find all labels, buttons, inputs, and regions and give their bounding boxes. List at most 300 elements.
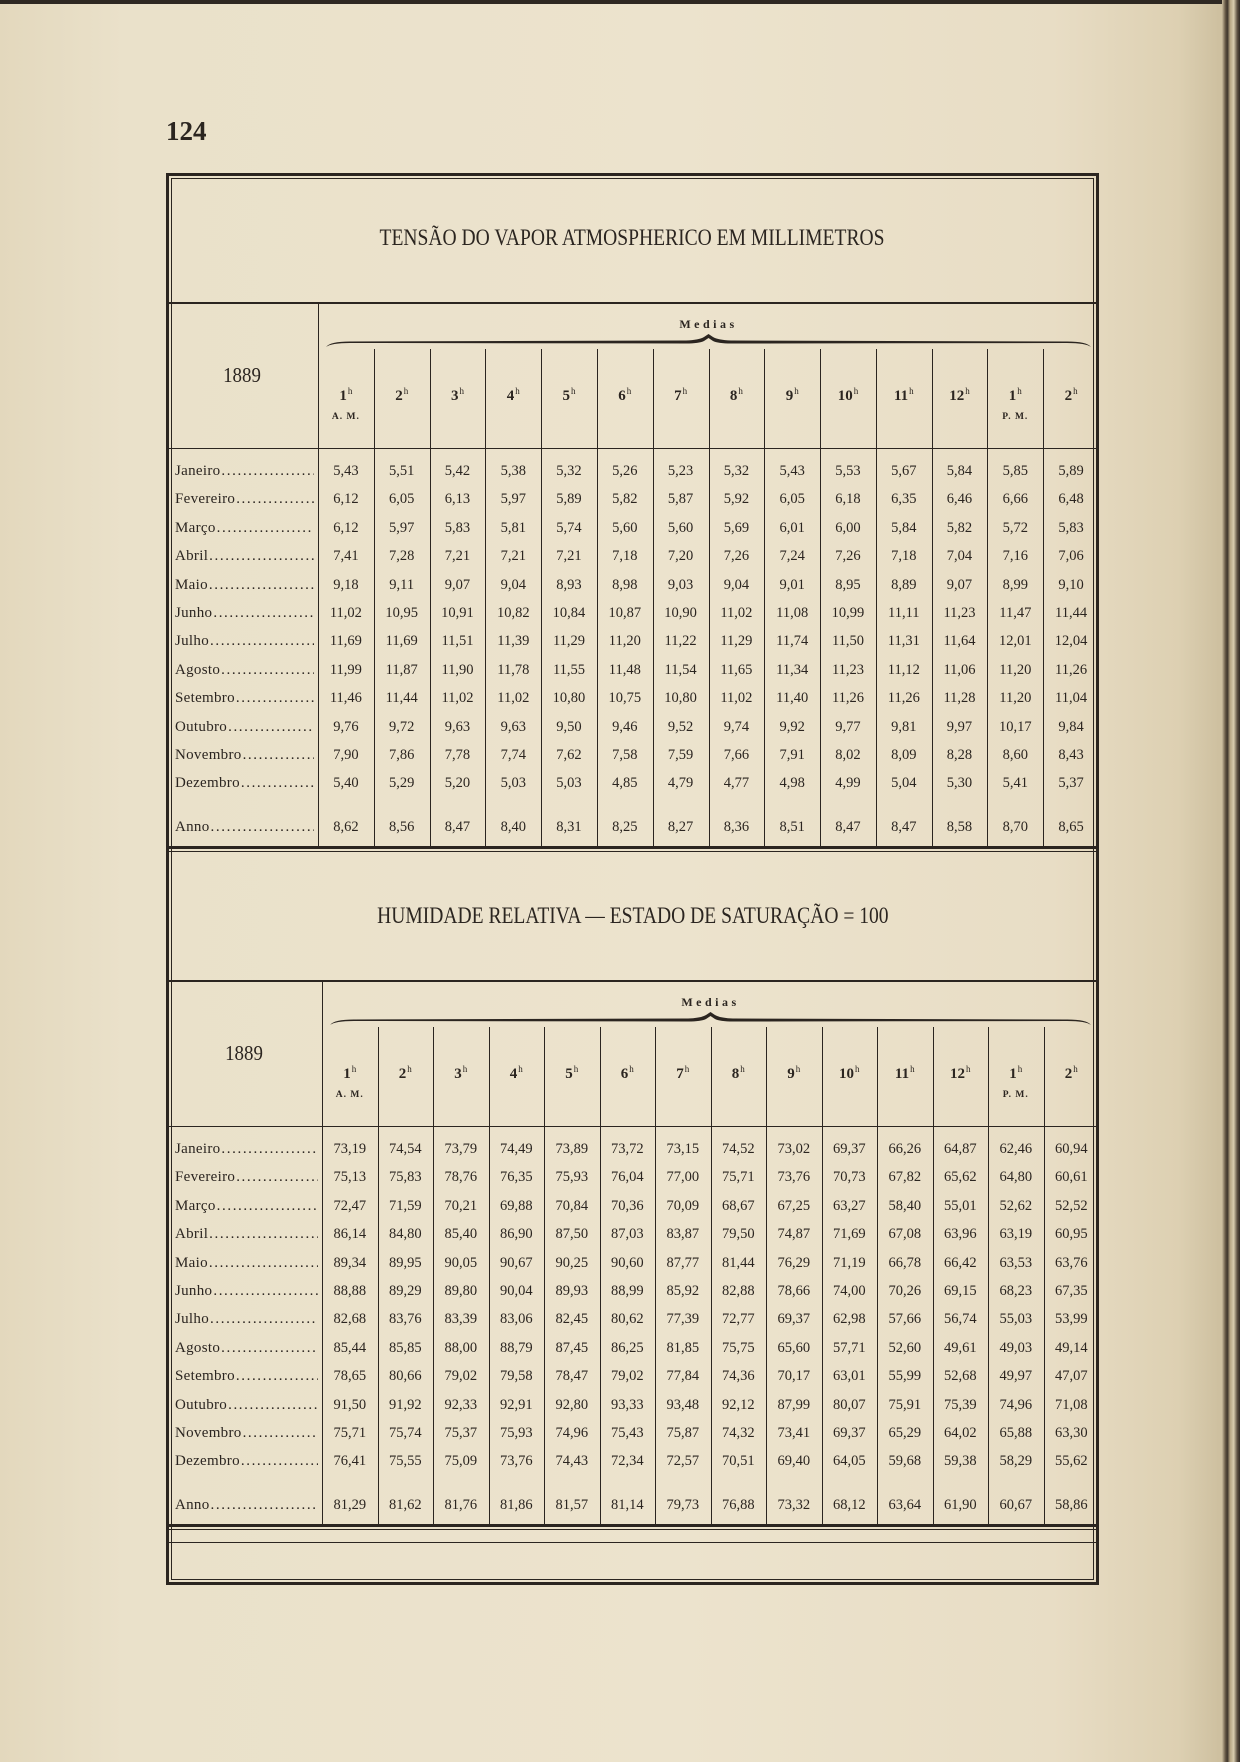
table-cell: 65,62 [943, 1169, 977, 1186]
table-cell: 69,37 [777, 1311, 811, 1328]
table-cell: 87,77 [666, 1254, 700, 1271]
table-cell: 71,19 [832, 1254, 866, 1271]
table-cell: 11,11 [888, 605, 920, 621]
row-label-text: Janeiro [175, 463, 221, 479]
table-cell: 70,73 [832, 1169, 866, 1186]
hour-period: A. M. [335, 1090, 364, 1100]
table-cell: 11,20 [999, 690, 1032, 707]
table-cell: 70,36 [610, 1197, 644, 1214]
book-top-edge [0, 0, 1240, 4]
table-cell: 9,63 [444, 718, 471, 735]
hour-header [1043, 385, 1099, 407]
hour-unit: h [347, 386, 353, 396]
row-label-text: Anno [175, 819, 210, 835]
table-cell: 8,47 [835, 819, 861, 835]
table-cell: 10,87 [608, 605, 642, 621]
table-cell: 74,43 [555, 1453, 589, 1470]
table-cell: 73,02 [777, 1141, 811, 1157]
table-cell: 66,78 [888, 1254, 922, 1271]
table-cell: 10,80 [552, 690, 586, 707]
hour-header [1044, 1063, 1100, 1085]
table-cell: 11,50 [831, 633, 865, 650]
dot-leader [240, 773, 314, 793]
hour-number: 4 [506, 388, 515, 404]
annual-row-label [175, 817, 314, 837]
row-label-text: Abril [175, 548, 209, 565]
table-cell: 81,62 [388, 1497, 422, 1513]
table-cell: 81,44 [721, 1254, 755, 1271]
table-cell: 7,91 [779, 747, 805, 763]
row-label-text: Junho [175, 605, 213, 621]
hour-number: 2 [1064, 388, 1073, 404]
table-cell: 74,96 [999, 1396, 1033, 1413]
table-cell: 9,77 [835, 718, 861, 735]
table-cell: 7,62 [556, 747, 582, 763]
table-cell: 82,68 [333, 1311, 367, 1328]
table-cell: 90,05 [444, 1254, 478, 1271]
table-cell: 5,69 [723, 519, 750, 536]
month-row-label [175, 1253, 318, 1273]
table-cell: 12,01 [998, 633, 1032, 650]
table-cell: 11,48 [608, 661, 641, 678]
table-cell: 58,86 [1054, 1497, 1088, 1513]
table-cell: 8,62 [333, 819, 359, 835]
month-row-label [175, 1139, 318, 1159]
table-cell: 72,57 [666, 1453, 700, 1470]
table-cell: 91,92 [388, 1396, 422, 1413]
footer-rule [166, 1542, 1099, 1543]
table-cell: 11,26 [1055, 661, 1088, 678]
table-cell: 64,05 [832, 1453, 866, 1470]
table-cell: 75,13 [333, 1169, 367, 1186]
table-cell: 67,82 [888, 1169, 922, 1186]
table-cell: 6,13 [444, 491, 471, 508]
table-cell: 11,22 [664, 633, 697, 650]
brace [330, 1012, 1091, 1026]
table-cell: 11,02 [497, 690, 530, 707]
dot-leader [220, 660, 314, 680]
hour-unit: h [740, 1064, 745, 1074]
table-cell: 5,32 [556, 463, 582, 479]
table-cell: 8,40 [500, 819, 526, 835]
table-cell: 75,74 [388, 1425, 422, 1441]
table-cell: 73,72 [610, 1141, 644, 1157]
month-row-label [175, 1451, 318, 1471]
table-cell: 8,60 [1002, 747, 1028, 763]
hour-header [600, 1063, 656, 1085]
table-cell: 63,01 [832, 1368, 866, 1385]
table-cell: 8,31 [556, 819, 582, 835]
hour-unit: h [794, 386, 799, 396]
table-cell: 7,26 [835, 548, 861, 565]
table-cell: 92,12 [721, 1396, 755, 1413]
table-cell: 74,32 [721, 1425, 755, 1441]
table-cell: 7,18 [891, 548, 917, 565]
month-row-label [175, 660, 314, 680]
hour-number: 1 [343, 1066, 351, 1082]
table-cell: 11,55 [552, 661, 586, 678]
vapor-tension-table [166, 173, 1099, 851]
table-cell: 9,11 [389, 576, 415, 593]
header-rule [166, 448, 1099, 449]
hour-unit: h [738, 386, 743, 396]
table-cell: 80,07 [832, 1396, 866, 1413]
hour-unit: h [1073, 386, 1078, 396]
hour-header [933, 1063, 989, 1085]
table-cell: 11,12 [887, 661, 920, 678]
table-cell: 74,87 [777, 1226, 811, 1243]
table-cell: 80,66 [388, 1368, 422, 1385]
table-cell: 7,21 [556, 548, 582, 565]
table-cell: 10,90 [664, 605, 697, 621]
table-cell: 9,76 [333, 718, 359, 735]
table-cell: 60,67 [999, 1497, 1033, 1513]
hour-header [820, 385, 876, 407]
hour-period: A. M. [331, 412, 360, 422]
table-cell: 73,15 [666, 1141, 700, 1157]
table-cell: 9,10 [1058, 576, 1084, 593]
month-row-label [175, 688, 314, 708]
table-cell: 58,29 [999, 1453, 1033, 1470]
hour-unit: h [459, 386, 464, 396]
table-cell: 66,42 [943, 1254, 977, 1271]
hour-number: 2 [395, 388, 403, 404]
row-label-text: Outubro [175, 718, 228, 735]
table-cell: 11,29 [720, 633, 753, 650]
row-label-text: Abril [175, 1226, 209, 1243]
group-label: Medias [681, 995, 740, 1009]
table-cell: 65,29 [888, 1425, 922, 1441]
hour-header [430, 385, 486, 407]
relative-humidity-table [166, 851, 1099, 1529]
hour-number: 3 [450, 388, 459, 404]
table-cell: 11,44 [385, 690, 418, 707]
dot-leader [210, 817, 314, 837]
table-frame [166, 173, 1099, 1585]
dot-leader [240, 1451, 318, 1471]
table-cell: 8,27 [667, 819, 694, 835]
dot-leader [209, 631, 314, 651]
table-cell: 8,02 [835, 747, 861, 763]
row-label-text: Outubro [175, 1396, 228, 1413]
table-cell: 81,85 [666, 1339, 700, 1356]
hour-header [544, 1063, 600, 1085]
table-cell: 70,21 [444, 1197, 478, 1214]
table-cell: 11,02 [720, 605, 753, 621]
table-cell: 5,83 [1058, 519, 1084, 536]
table-cell: 85,92 [666, 1283, 700, 1299]
table-cell: 63,19 [999, 1226, 1033, 1243]
table-cell: 68,12 [832, 1497, 866, 1513]
table-cell: 4,77 [723, 775, 750, 792]
table-cell: 49,97 [999, 1368, 1033, 1385]
table-cell: 70,09 [666, 1197, 700, 1214]
table-cell: 79,02 [444, 1368, 478, 1385]
table-cell: 64,02 [943, 1425, 977, 1441]
table-cell: 9,04 [500, 576, 526, 593]
hour-number: 6 [618, 388, 626, 404]
table-cell: 7,18 [612, 548, 638, 565]
hour-header [374, 385, 430, 407]
dot-leader [208, 546, 314, 566]
table-cell: 9,81 [891, 718, 917, 735]
dot-leader [235, 1167, 318, 1187]
table-cell: 66,26 [888, 1141, 922, 1157]
month-row-label [175, 461, 314, 481]
table-cell: 7,86 [389, 747, 415, 763]
table-cell: 8,51 [779, 819, 805, 835]
table-cell: 49,03 [999, 1339, 1033, 1356]
table-cell: 8,47 [891, 819, 917, 835]
table-cell: 4,85 [612, 775, 638, 792]
table-cell: 5,82 [612, 491, 638, 508]
hour-header [822, 1063, 878, 1085]
hour-header [764, 385, 820, 407]
row-label-text: Dezembro [175, 775, 240, 792]
hour-number: 10 [837, 388, 853, 404]
table-cell: 8,99 [1002, 576, 1028, 593]
table-cell: 72,47 [333, 1197, 367, 1214]
table-cell: 70,26 [888, 1283, 922, 1299]
table-cell: 5,43 [333, 463, 359, 479]
month-row-label [175, 717, 314, 737]
row-label-text: Junho [175, 1283, 213, 1299]
table-cell: 10,82 [496, 605, 530, 621]
hour-unit: h [570, 386, 576, 396]
table-cell: 7,90 [333, 747, 359, 763]
table-cell: 6,12 [333, 491, 359, 508]
table-cell: 69,40 [777, 1453, 811, 1470]
table-cell: 55,99 [888, 1368, 922, 1385]
hour-number: 5 [562, 388, 570, 404]
table-cell: 75,71 [721, 1169, 755, 1186]
table-cell: 9,92 [779, 718, 805, 735]
table-cell: 11,64 [943, 633, 976, 650]
table-cell: 62,98 [832, 1311, 866, 1328]
hour-unit: h [853, 386, 859, 396]
dot-leader [212, 603, 314, 623]
table-cell: 81,57 [555, 1497, 589, 1513]
table-cell: 5,84 [891, 519, 917, 536]
hour-header [322, 1063, 378, 1085]
table-title-text: HUMIDADE RELATIVA — ESTADO DE SATURAÇÃO = 100 [376, 903, 889, 928]
table-cell: 73,76 [777, 1169, 811, 1186]
hour-number: 8 [731, 1066, 740, 1082]
table-cell: 5,42 [444, 463, 471, 479]
group-label: Medias [679, 317, 738, 331]
hour-number: 10 [839, 1066, 854, 1082]
table-cell: 90,04 [499, 1283, 533, 1299]
brace [326, 334, 1091, 348]
table-cell: 6,12 [333, 519, 359, 536]
table-cell: 10,95 [385, 605, 418, 621]
table-cell: 11,54 [664, 661, 697, 678]
dot-leader [227, 717, 314, 737]
table-cell: 8,28 [946, 747, 973, 763]
hour-header [766, 1063, 822, 1085]
table-cell: 6,05 [389, 491, 415, 508]
table-cell: 59,68 [888, 1453, 922, 1470]
table-cell: 53,99 [1054, 1311, 1088, 1328]
month-row-label [175, 745, 314, 765]
hour-number: 6 [620, 1066, 629, 1082]
table-cell: 8,65 [1058, 819, 1084, 835]
table-cell: 87,45 [555, 1339, 589, 1356]
hour-unit: h [1017, 386, 1022, 396]
table-cell: 60,95 [1054, 1226, 1088, 1243]
table-cell: 75,43 [610, 1425, 644, 1441]
table-cell: 86,25 [610, 1339, 644, 1356]
row-label-text: Maio [175, 1254, 208, 1271]
table-cell: 87,99 [777, 1396, 811, 1413]
table-cell: 7,28 [389, 548, 415, 565]
header-rule [166, 1126, 1099, 1127]
table-cell: 7,41 [333, 548, 359, 565]
table-cell: 9,03 [667, 576, 694, 593]
bottom-rule [166, 1524, 1099, 1527]
table-cell: 76,41 [333, 1453, 367, 1470]
table-cell: 73,79 [444, 1141, 478, 1157]
table-cell: 75,93 [555, 1169, 589, 1186]
table-cell: 87,03 [610, 1226, 644, 1243]
table-cell: 82,88 [721, 1283, 755, 1299]
month-row-label [175, 1196, 318, 1216]
table-cell: 64,87 [943, 1141, 977, 1157]
table-cell: 75,55 [388, 1453, 422, 1470]
table-cell: 91,50 [333, 1396, 367, 1413]
table-cell: 9,50 [556, 718, 582, 735]
table-cell: 12,04 [1054, 633, 1088, 650]
hour-unit: h [855, 1064, 860, 1074]
hour-unit: h [1017, 1064, 1023, 1074]
table-cell: 11,44 [1055, 605, 1088, 621]
table-cell: 75,75 [721, 1339, 755, 1356]
month-row-label [175, 575, 314, 595]
table-cell: 69,37 [832, 1425, 866, 1441]
table-cell: 8,43 [1058, 747, 1084, 763]
hour-number: 1 [1008, 388, 1017, 404]
table-cell: 75,37 [444, 1425, 478, 1441]
table-cell: 5,26 [612, 463, 638, 479]
title-rule [166, 302, 1099, 304]
table-cell: 65,88 [999, 1425, 1033, 1441]
row-label-text: Setembro [175, 690, 235, 707]
table-cell: 11,74 [776, 633, 809, 650]
table-cell: 64,80 [999, 1169, 1033, 1186]
table-cell: 5,32 [723, 463, 750, 479]
table-cell: 9,07 [946, 576, 973, 593]
row-label-text: Dezembro [175, 1453, 240, 1470]
table-cell: 11,51 [441, 633, 474, 650]
table-cell: 75,09 [444, 1453, 478, 1470]
hour-number: 3 [454, 1066, 462, 1082]
table-cell: 6,05 [779, 491, 805, 508]
month-row-label [175, 546, 314, 566]
hour-number: 11 [894, 1066, 910, 1082]
table-cell: 5,87 [667, 491, 694, 508]
hour-unit: h [403, 386, 409, 396]
book-right-edge [1222, 0, 1240, 1762]
hour-number: 1 [339, 388, 347, 404]
hour-unit: h [629, 1064, 634, 1074]
row-label-text: Setembro [175, 1368, 235, 1385]
table-cell: 62,46 [999, 1141, 1033, 1157]
month-row-label [175, 1281, 318, 1301]
table-cell: 74,49 [499, 1141, 533, 1157]
table-cell: 5,38 [500, 463, 526, 479]
table-cell: 9,18 [333, 576, 359, 593]
table-cell: 5,03 [500, 775, 526, 792]
hour-number: 12 [950, 1066, 965, 1082]
dot-leader [220, 461, 314, 481]
table-cell: 86,14 [333, 1226, 367, 1243]
hour-header [987, 385, 1043, 407]
table-cell: 59,38 [943, 1453, 977, 1470]
table-cell: 49,61 [943, 1339, 977, 1356]
table-cell: 80,62 [610, 1311, 644, 1328]
table-cell: 87,50 [555, 1226, 589, 1243]
table-cell: 58,40 [888, 1197, 922, 1214]
table-cell: 68,23 [999, 1283, 1033, 1299]
table-cell: 85,40 [444, 1226, 478, 1243]
table-cell: 67,08 [888, 1226, 922, 1243]
table-cell: 8,58 [946, 819, 973, 835]
table-cell: 68,67 [721, 1197, 755, 1214]
hour-unit: h [909, 386, 914, 396]
table-cell: 11,28 [943, 690, 976, 707]
month-row-label [175, 1366, 318, 1386]
month-row-label [175, 518, 314, 538]
hour-header [653, 385, 709, 407]
year-label [166, 362, 318, 388]
table-cell: 49,14 [1054, 1339, 1088, 1356]
hour-unit: h [515, 386, 520, 396]
table-cell: 7,04 [946, 548, 973, 565]
table-cell: 11,26 [831, 690, 865, 707]
table-cell: 11,69 [385, 633, 418, 650]
table-cell: 90,25 [555, 1254, 589, 1271]
table-cell: 70,84 [555, 1197, 589, 1214]
table-cell: 90,67 [499, 1254, 533, 1271]
table-cell: 74,52 [721, 1141, 755, 1157]
table-cell: 55,03 [999, 1311, 1033, 1328]
dot-leader [208, 1253, 318, 1273]
table-cell: 74,54 [388, 1141, 422, 1157]
table-cell: 88,99 [610, 1283, 644, 1299]
table-cell: 77,84 [666, 1368, 700, 1385]
table-cell: 8,70 [1002, 819, 1028, 835]
table-cell: 11,26 [887, 690, 920, 707]
hour-header [541, 385, 597, 407]
table-cell: 7,21 [500, 548, 526, 565]
table-cell: 5,29 [389, 775, 415, 792]
table-cell: 6,66 [1002, 491, 1028, 508]
table-cell: 4,79 [667, 775, 694, 792]
row-label-text: Março [175, 519, 216, 536]
table-cell: 9,07 [444, 576, 471, 593]
hour-header [932, 385, 988, 407]
year-text: 1889 [225, 1041, 263, 1065]
table-cell: 85,85 [388, 1339, 422, 1356]
hour-header [378, 1063, 434, 1085]
table-cell: 72,34 [610, 1453, 644, 1470]
hour-number: 7 [674, 388, 682, 404]
table-cell: 73,19 [333, 1141, 367, 1157]
table-cell: 8,56 [389, 819, 415, 835]
table-cell: 71,69 [832, 1226, 866, 1243]
table-cell: 89,80 [444, 1283, 478, 1299]
hour-header [876, 385, 932, 407]
